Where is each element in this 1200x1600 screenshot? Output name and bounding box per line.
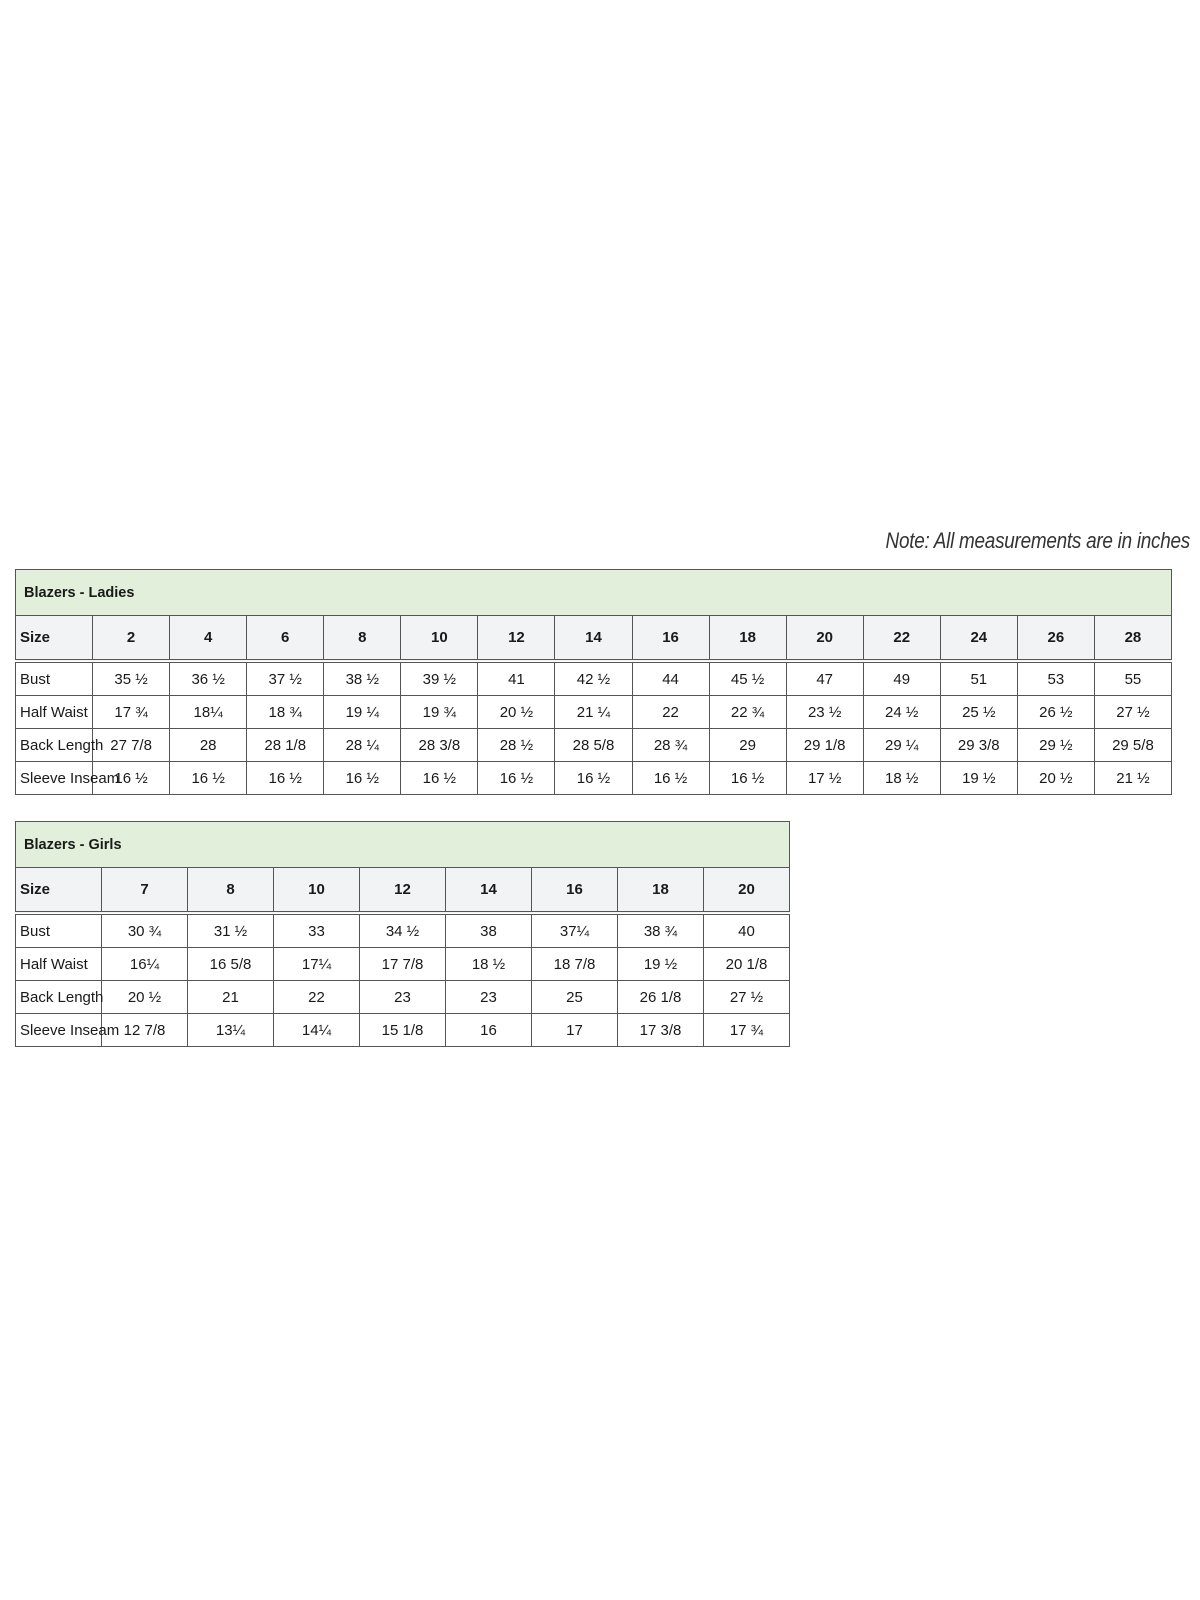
measurement-label: Half Waist bbox=[16, 948, 102, 981]
size-header-cell: 16 bbox=[632, 616, 709, 662]
measurement-value: 41 bbox=[478, 661, 555, 696]
table-row bbox=[16, 1014, 790, 1047]
measurement-value: 20 ½ bbox=[102, 981, 188, 1014]
measurement-value: 16 ½ bbox=[170, 762, 247, 795]
measurement-value: 20 1/8 bbox=[704, 948, 790, 981]
measurement-value: 26 ½ bbox=[1017, 696, 1094, 729]
size-header-cell: 14 bbox=[446, 868, 532, 914]
measurement-value: 23 bbox=[360, 981, 446, 1014]
measurement-value: 28 ¼ bbox=[324, 729, 401, 762]
measurement-value: 37¼ bbox=[532, 913, 618, 948]
measurement-value: 24 ½ bbox=[863, 696, 940, 729]
measurement-value: 25 ½ bbox=[940, 696, 1017, 729]
size-header-cell: 26 bbox=[1017, 616, 1094, 662]
table-row bbox=[16, 948, 790, 981]
measurement-value: 17 3/8 bbox=[618, 1014, 704, 1047]
measurement-value: 17 7/8 bbox=[360, 948, 446, 981]
size-header-cell: 10 bbox=[401, 616, 478, 662]
measurement-label: Half Waist bbox=[16, 696, 93, 729]
measurement-value: 18 ½ bbox=[863, 762, 940, 795]
measurement-value: 37 ½ bbox=[247, 661, 324, 696]
size-header-cell: 10 bbox=[274, 868, 360, 914]
measurement-value: 16 ½ bbox=[401, 762, 478, 795]
size-header-cell: 12 bbox=[360, 868, 446, 914]
measurement-value: 17 bbox=[532, 1014, 618, 1047]
measurement-value: 16 ½ bbox=[478, 762, 555, 795]
measurement-value: 13¼ bbox=[188, 1014, 274, 1047]
measurement-value: 19 ¼ bbox=[324, 696, 401, 729]
measurement-value: 33 bbox=[274, 913, 360, 948]
size-header-label: Size bbox=[16, 868, 102, 914]
size-header-cell: 14 bbox=[555, 616, 632, 662]
measurement-value: 20 ½ bbox=[478, 696, 555, 729]
size-header-cell: 12 bbox=[478, 616, 555, 662]
table-row bbox=[16, 661, 1172, 696]
size-header-cell: 24 bbox=[940, 616, 1017, 662]
measurement-value: 21 ¼ bbox=[555, 696, 632, 729]
measurement-value: 40 bbox=[704, 913, 790, 948]
measurement-value: 17¼ bbox=[274, 948, 360, 981]
measurement-value: 44 bbox=[632, 661, 709, 696]
measurement-value: 22 bbox=[632, 696, 709, 729]
measurement-label: Bust bbox=[16, 913, 102, 948]
size-header-cell: 18 bbox=[618, 868, 704, 914]
measurement-value: 55 bbox=[1094, 661, 1171, 696]
measurement-value: 35 ½ bbox=[93, 661, 170, 696]
measurement-value: 29 5/8 bbox=[1094, 729, 1171, 762]
measurement-value: 39 ½ bbox=[401, 661, 478, 696]
measurement-value: 12 7/8 bbox=[102, 1014, 188, 1047]
measurement-value: 16 ½ bbox=[709, 762, 786, 795]
size-header-cell: 20 bbox=[704, 868, 790, 914]
measurement-value: 18 ½ bbox=[446, 948, 532, 981]
table-row bbox=[16, 981, 790, 1014]
measurement-value: 27 7/8 bbox=[93, 729, 170, 762]
measurement-value: 16 ½ bbox=[93, 762, 170, 795]
measurement-value: 45 ½ bbox=[709, 661, 786, 696]
measurement-value: 30 ¾ bbox=[102, 913, 188, 948]
size-header-cell: 7 bbox=[102, 868, 188, 914]
measurement-value: 29 ¼ bbox=[863, 729, 940, 762]
measurement-value: 16¼ bbox=[102, 948, 188, 981]
measurement-value: 17 ¾ bbox=[93, 696, 170, 729]
table-title-row bbox=[16, 822, 790, 868]
measurement-value: 47 bbox=[786, 661, 863, 696]
table-title: Blazers - Girls bbox=[16, 822, 790, 868]
measurement-value: 16 ½ bbox=[555, 762, 632, 795]
measurement-value: 38 ½ bbox=[324, 661, 401, 696]
measurement-value: 18¼ bbox=[170, 696, 247, 729]
measurement-label: Sleeve Inseam bbox=[16, 1014, 102, 1047]
size-header-cell: 28 bbox=[1094, 616, 1171, 662]
size-header-row bbox=[16, 868, 790, 914]
measurement-value: 28 ¾ bbox=[632, 729, 709, 762]
measurement-value: 26 1/8 bbox=[618, 981, 704, 1014]
measurement-value: 15 1/8 bbox=[360, 1014, 446, 1047]
measurement-value: 25 bbox=[532, 981, 618, 1014]
size-header-cell: 2 bbox=[93, 616, 170, 662]
measurement-value: 22 ¾ bbox=[709, 696, 786, 729]
measurement-label: Back Length bbox=[16, 729, 93, 762]
girls-blazers-table bbox=[15, 821, 790, 1047]
size-header-cell: 20 bbox=[786, 616, 863, 662]
size-header-cell: 22 bbox=[863, 616, 940, 662]
size-header-cell: 8 bbox=[188, 868, 274, 914]
size-header-cell: 4 bbox=[170, 616, 247, 662]
measurement-label: Sleeve Inseam bbox=[16, 762, 93, 795]
table-title: Blazers - Ladies bbox=[16, 570, 1172, 616]
size-header-cell: 16 bbox=[532, 868, 618, 914]
measurement-value: 42 ½ bbox=[555, 661, 632, 696]
measurement-value: 28 5/8 bbox=[555, 729, 632, 762]
ladies-blazers-table bbox=[15, 569, 1172, 795]
measurement-value: 28 1/8 bbox=[247, 729, 324, 762]
measurement-value: 27 ½ bbox=[1094, 696, 1171, 729]
size-header-cell: 8 bbox=[324, 616, 401, 662]
size-header-cell: 6 bbox=[247, 616, 324, 662]
measurement-value: 49 bbox=[863, 661, 940, 696]
size-header-label: Size bbox=[16, 616, 93, 662]
measurement-value: 29 1/8 bbox=[786, 729, 863, 762]
measurement-value: 27 ½ bbox=[704, 981, 790, 1014]
measurement-value: 23 bbox=[446, 981, 532, 1014]
measurement-value: 28 ½ bbox=[478, 729, 555, 762]
measurement-value: 19 ½ bbox=[940, 762, 1017, 795]
measurement-value: 29 ½ bbox=[1017, 729, 1094, 762]
measurement-value: 51 bbox=[940, 661, 1017, 696]
table-row bbox=[16, 729, 1172, 762]
measurement-value: 17 ¾ bbox=[704, 1014, 790, 1047]
measurement-value: 21 ½ bbox=[1094, 762, 1171, 795]
measurement-value: 28 3/8 bbox=[401, 729, 478, 762]
measurement-value: 18 7/8 bbox=[532, 948, 618, 981]
measurement-value: 53 bbox=[1017, 661, 1094, 696]
table-row bbox=[16, 696, 1172, 729]
measurement-value: 16 bbox=[446, 1014, 532, 1047]
measurement-value: 34 ½ bbox=[360, 913, 446, 948]
measurement-value: 19 ½ bbox=[618, 948, 704, 981]
measurement-value: 22 bbox=[274, 981, 360, 1014]
measurement-value: 28 bbox=[170, 729, 247, 762]
size-header-row bbox=[16, 616, 1172, 662]
measurement-value: 38 bbox=[446, 913, 532, 948]
measurement-value: 23 ½ bbox=[786, 696, 863, 729]
measurement-label: Bust bbox=[16, 661, 93, 696]
measurement-value: 29 3/8 bbox=[940, 729, 1017, 762]
measurement-value: 18 ¾ bbox=[247, 696, 324, 729]
measurement-value: 31 ½ bbox=[188, 913, 274, 948]
measurement-value: 29 bbox=[709, 729, 786, 762]
measurement-value: 20 ½ bbox=[1017, 762, 1094, 795]
measurement-value: 16 ½ bbox=[632, 762, 709, 795]
measurement-value: 17 ½ bbox=[786, 762, 863, 795]
measurement-value: 14¼ bbox=[274, 1014, 360, 1047]
size-header-cell: 18 bbox=[709, 616, 786, 662]
measurement-note: Note: All measurements are in inches bbox=[885, 528, 1190, 553]
measurement-value: 16 ½ bbox=[247, 762, 324, 795]
measurement-value: 16 ½ bbox=[324, 762, 401, 795]
measurement-value: 19 ¾ bbox=[401, 696, 478, 729]
table-row bbox=[16, 762, 1172, 795]
measurement-label: Back Length bbox=[16, 981, 102, 1014]
table-row bbox=[16, 913, 790, 948]
measurement-value: 16 5/8 bbox=[188, 948, 274, 981]
table-title-row bbox=[16, 570, 1172, 616]
measurement-value: 36 ½ bbox=[170, 661, 247, 696]
measurement-value: 21 bbox=[188, 981, 274, 1014]
measurement-value: 38 ¾ bbox=[618, 913, 704, 948]
